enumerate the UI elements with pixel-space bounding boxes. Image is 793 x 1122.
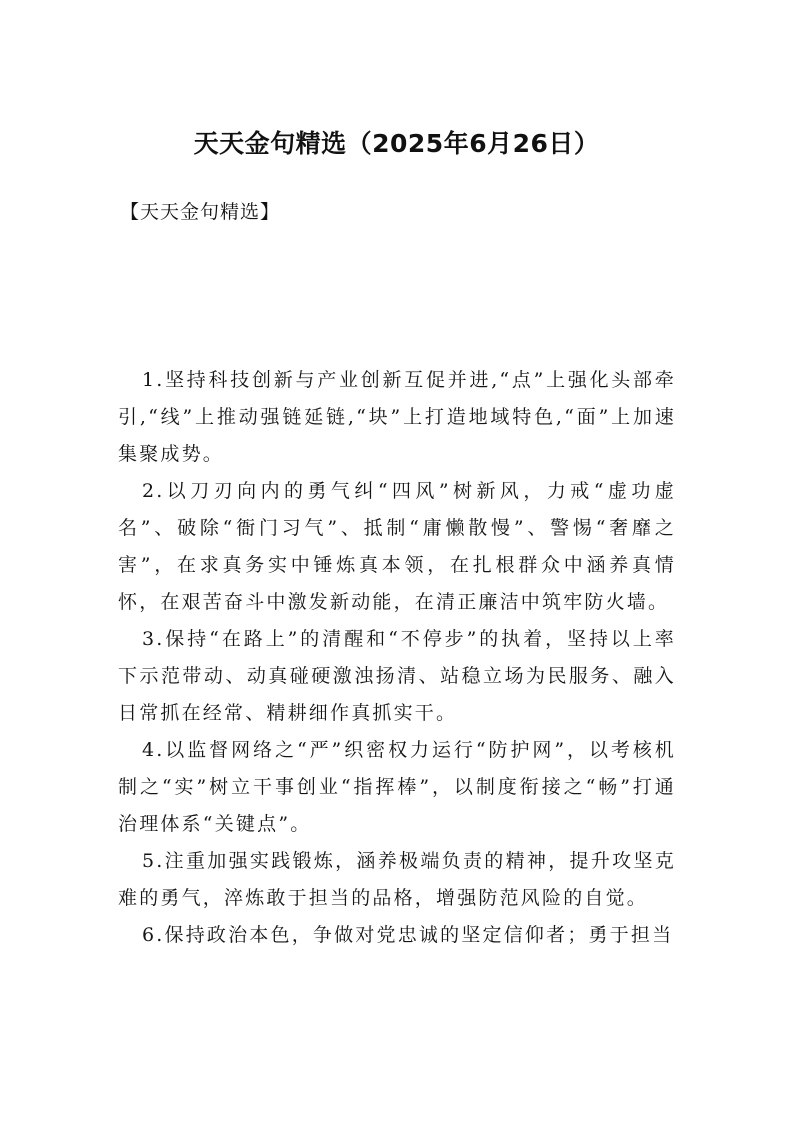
paragraph-6: 6.保持政治本色，争做对党忠诚的坚定信仰者；勇于担当 [142, 924, 674, 946]
section-label: 【天天金句精选】 [120, 201, 281, 223]
paragraph-3: 3.保持“在路上”的清醒和“不停步”的执着，坚持以上率下示范带动、动真碰硬激浊扬清、站稳立场为民服务、融入日常抓在经常、精耕细作真抓实干。 [118, 628, 676, 724]
paragraph-5: 5.注重加强实践锻炼，涵养极端负责的精神，提升攻坚克难的勇气，淬炼敢于担当的品格，增强防范风险的自觉。 [118, 850, 676, 909]
document-title: 天天金句精选（2025年6月26日） [193, 129, 600, 158]
paragraph-1: 1.坚持科技创新与产业创新互促并进,“点”上强化头部牵引,“线”上推动强链延链,“块”上打造地域特色,“面”上加速集聚成势。 [118, 369, 676, 465]
document-body [118, 362, 676, 954]
paragraph-4: 4.以监督网络之“严”织密权力运行“防护网”，以考核机制之“实”树立干事创业“指挥棒”，以制度衔接之“畅”打通治理体系“关键点”。 [118, 739, 676, 835]
paragraph-2: 2.以刀刃向内的勇气纠“四风”树新风，力戒“虚功虚名”、破除“衙门习气”、抵制“庸懒散慢”、警惕“奢靡之害”，在求真务实中锤炼真本领，在扎根群众中涵养真情怀，在艰苦奋斗中激发新动能，在清正廉洁中筑牢防火墙。 [118, 480, 676, 613]
